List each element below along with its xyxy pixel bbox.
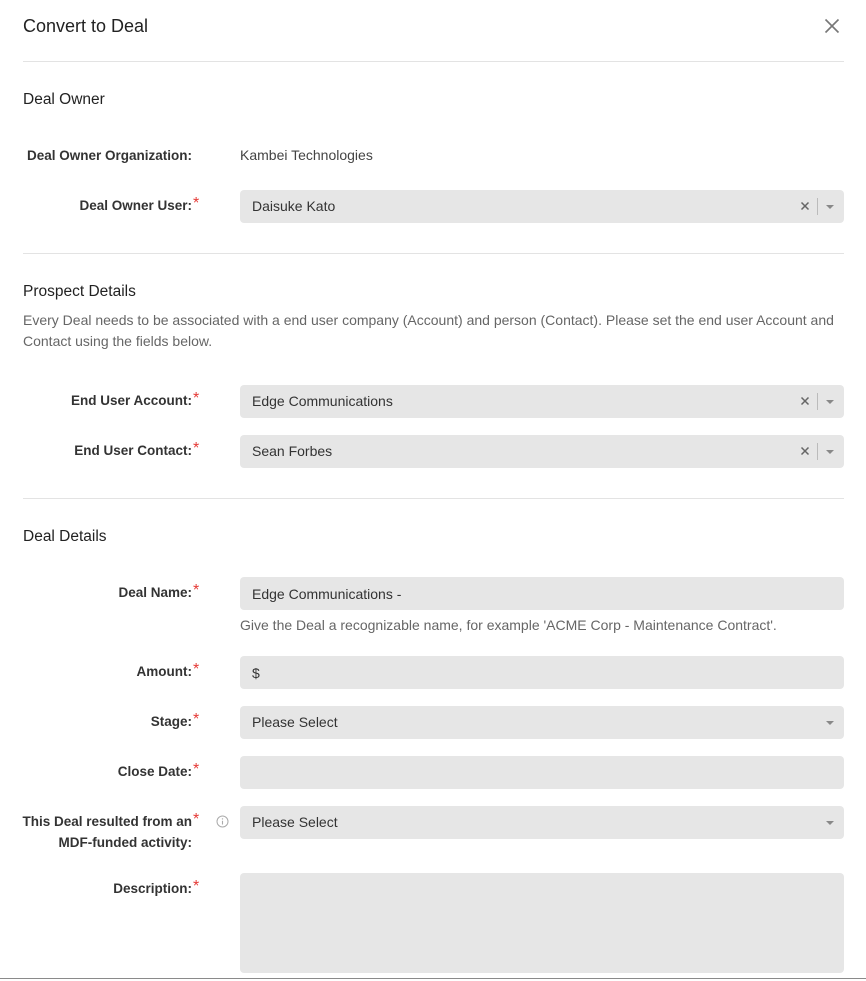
clear-icon[interactable] [800,394,810,408]
clear-icon[interactable] [800,444,810,458]
end-user-contact-label: End User Contact: [74,443,192,458]
section-title-prospect-details: Prospect Details [23,283,136,300]
mdf-activity-label-line1: This Deal resulted from an [22,814,192,829]
required-marker: * [193,582,200,599]
stage-select[interactable] [240,706,844,739]
deal-name-hint: Give the Deal a recognizable name, for example 'ACME Corp - Maintenance Contract'. [240,617,777,633]
end-user-contact-value: Sean Forbes [252,443,333,459]
select-separator [817,393,818,410]
section-title-deal-details: Deal Details [23,528,107,545]
amount-input[interactable] [240,656,844,689]
end-user-account-value: Edge Communications [252,393,393,409]
deal-owner-user-select[interactable] [240,190,844,223]
select-separator [817,443,818,460]
required-marker: * [193,440,200,457]
deal-owner-user-label: Deal Owner User: [79,198,192,213]
required-marker: * [193,811,200,828]
deal-owner-organization-label: Deal Owner Organization: [26,148,192,163]
required-marker: * [193,878,200,895]
chevron-down-icon[interactable] [826,821,834,825]
mdf-activity-value: Please Select [252,814,338,830]
required-marker: * [193,661,200,678]
mdf-activity-label-line2: MDF-funded activity: [58,835,192,850]
select-separator [817,198,818,215]
chevron-down-icon[interactable] [826,721,834,725]
end-user-contact-select[interactable] [240,435,844,468]
chevron-down-icon[interactable] [826,205,834,209]
section-title-deal-owner: Deal Owner [23,91,105,108]
mdf-activity-label [22,811,192,853]
required-marker: * [193,390,200,407]
prospect-details-description: Every Deal needs to be associated with a end user company (Account) and person (Contact). Please set the end user Account and Contact using the fields below. [23,312,834,349]
chevron-down-icon[interactable] [826,450,834,454]
deal-name-input[interactable] [240,577,844,610]
stage-label: Stage: [150,714,192,729]
modal-header [23,0,844,62]
section-divider [23,498,844,499]
chevron-down-icon[interactable] [826,400,834,404]
close-date-field[interactable] [240,756,844,789]
mdf-activity-select[interactable] [240,806,844,839]
required-marker: * [193,195,200,212]
end-user-account-label: End User Account: [70,393,192,408]
close-date-input[interactable] [240,756,844,789]
stage-value: Please Select [252,714,338,730]
required-marker: * [193,711,200,728]
deal-owner-user-value: Daisuke Kato [252,198,336,214]
description-label: Description: [113,881,192,896]
deal-name-field[interactable] [240,577,844,610]
deal-owner-organization-value: Kambei Technologies [240,147,373,163]
amount-field[interactable] [240,656,844,689]
modal-title: Convert to Deal [23,16,149,36]
deal-name-label: Deal Name: [118,585,192,600]
description-textarea[interactable] [240,873,844,973]
section-divider [23,253,844,254]
end-user-account-select[interactable] [240,385,844,418]
clear-icon[interactable] [800,199,810,213]
required-marker: * [193,761,200,778]
close-date-label: Close Date: [117,764,192,779]
close-icon[interactable] [820,14,844,38]
info-icon[interactable] [216,815,229,828]
amount-label: Amount: [136,664,192,679]
